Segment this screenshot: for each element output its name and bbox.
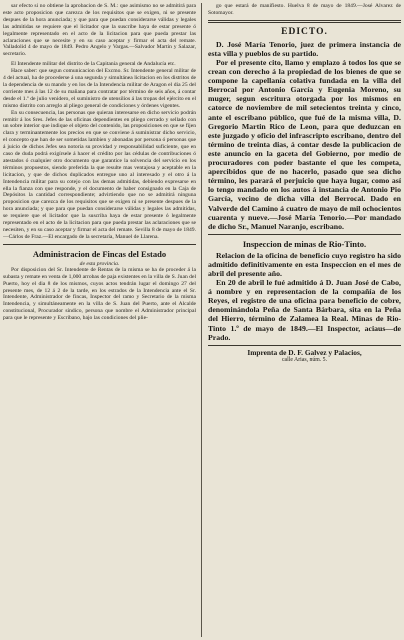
left-column	[3, 3, 202, 637]
edict-judge: D. José María Tenorio, juez de primera instancia de esta villa y pueblos de su partido.	[208, 39, 401, 58]
section-divider	[208, 345, 401, 346]
right-column	[208, 3, 401, 637]
edict-title: EDICTO.	[281, 26, 328, 37]
continued-notice: sar efecto si no obtiene la aprobacion de S. M.: que asimismo no se admitirá para este acto proposicion que carezca de los requisitos que se exigen, ni se presente despues de la hora anunciada; y que para que puedan considerarse válidas y legales las admitidas se requiere que el licitador que la suscribe haya de estar presente ó legalmente representado en el acto de la licitacion para que pueda prestar las aclaraciones que se necesite y en su caso aceptar y firmar el acta del remate. Valladolid 4 de mayo de 1849. Pedro Angelo y Vargas.—Salvador Martin y Salazar, secretario.	[3, 3, 196, 58]
mines-registry: En 20 de abril le fué admitido á D. Juan José de Cabo, á nombre y en representacion de la compañía de los Reyes, el registro de una oficina para beneficio de cobre, denominándola Peña de Santa Bárbara, sita en la Peña del Hierro, término de Zalamea la Real. Minas de Rio-Tinto 1.º de mayo de 1849.—El Inspector, aciaus—de Prado.	[208, 278, 401, 342]
mines-title: Inspeccion de minas de Rio-Tinto.	[242, 238, 367, 249]
imprint-line: Imprenta de D. F. Galvez y Palacios,	[247, 347, 362, 357]
edict-body: Por el presente cito, llamo y emplazo á todos los que se crean con derecho á la propiedad de los bienes de que se compone la capellanía colativa fundada en la villa del Berrocal por Antonio García y Eugenia Moreno, su muger, segun escritura otorgada por los mismos en catorce de noviembre de mil setecientos treinta y cinco, ante el escribano público, que fué de la misma villa, D. Gregorio Martin Rico de Leon, para que deduzcan en este juzgado y oficio del infrascripto escribano, dentro del término de treinta dias, á contar desde la publicacion de este anuncio en la gaceta del Gobierno, por medio de procuradores con poder bastante el que les competa, apercibidos que de no hacerlo, pasado que sea dicho término, les parará el perjuicio que haya lugar, como así lo tengo mandado en los autos á instancia de Antonio Pio García, vecino de dicha villa del Berrocal. Dado en Valverde del Camino á cuatro de mayo de mil ochocientos cuarenta y nueve.—José María Tenorio.—Por mandado de dicho Sr., Manuel Naranjo, escribano.	[208, 58, 401, 231]
section-divider	[208, 234, 401, 235]
continued-signature: go que estará de manifiesto. Huelva 8 de mayo de 1849.—José Alvarez de Sotomayor.	[208, 3, 401, 16]
intendente-notice: Hace saber: que segun comunicacion del Excmo. Sr. Intendente general militar de 4 del actual, ha de procederse á una segunda y simultánea licitacion en los distritos de la dependencia de su mando y en los de la Intendencia militar de Aragon el dia 25 del corriente mes á las 12 de su mañana para contratar por término de seis años, á contar desde el 1.º de julio venidero, el suministro de utensilios á las tropas del ejército en el mismo distrito con arreglo al pliego general de condiciones y órdenes vigentes.	[3, 68, 196, 109]
intendente-conditions: En su consecuencia, las personas que quieran interesarse en dicho servicio podrán remitir á los Sres. Jefes de las oficinas dependientes en pliego cerrado y sellado con un sobre interior que indique el objeto del contenido, las proposiciones en que se fijen clara y terminantemente los precios en que se conviene á suministrar dicho servicio, el concepto que han de ser sometidas lambien y abonadas por persona ó personas que á juicio de dichos Jefes sea notoria su providad y responsabilidad suficiente, que en caso de duda podrá exigírsele á hacer el crédito por las cédulas de contribuciones ó atestados ó cualquier otro documento que garantice la solvencia del servicio en los términos propuestos, siendo preferida la que resulte mas ventajosa y aceptable en la licitacion, y que de dichos duplicados entregue uno al interesado y el otro á la Intendencia militar para su cotejo con las demas admitidas, debiendo expresarse en ella la fianza con que responde, y el documento de haber consignado en la Caja de Depósitos la cantidad correspondiente; advirtiendo que no se admitirá ninguna proposicion que carezca de los requisitos que se exigen ni se presente despues de la hora anunciada; y que para que puedan considerarse válidas y legales las admitidas, se requiere que el licitador que la suscriba haya de estar presente ó legalmente representado en el acto de la licitacion para que pueda prestar las aclaraciones que se necesiten, y en su caso aceptar y firmar el acta del remate. Sevilla 8 de mayo de 1849.—Cárlos de Fraz.—El encargado de la secretaría, Manuel de Llarena.	[3, 109, 196, 240]
imprint-address: calle Arias, núm. 5.	[281, 357, 328, 364]
section-title-fincas: Administracion de Fincas del Estado	[32, 248, 167, 259]
section-subtitle-fincas: de esta provincia.	[79, 260, 120, 267]
section-divider	[208, 20, 401, 23]
fincas-notice: Por disposicion del Sr. Intendente de Rentas de la misma se ha de proceder á la subasta y remate en venta de 1,000 arrobas de paja existentes en la villa de S. Juan del Puerto, hoy el dia 8 de los mismos, cuyos actos tendrán lugar el domingo 27 del presente mes, de 12 á 2 de la tarde, en los estrados de la Intendencia ante el Sr. Intendente, Administrador de fincas, Inspector del ramo y Secretario de la misma Intendencia, y simultáneamente en la villa de S. Juan del Puerto, ante el Alcalde constitucional, Procurador síndico, persona que nombre el Administrador principal para que le represente y Escribano, bajo las condiciones del plie-	[3, 266, 196, 322]
intendente-heading: El Intendente militar del distrito de la Capitanía general de Andalucía etc.	[11, 61, 176, 68]
mines-relation: Relacion de la oficina de beneficio cuyo registro ha sido admitido definitivamente en esta Inspeccion en el mes de abril del presente año.	[208, 250, 401, 278]
section-divider	[3, 244, 196, 245]
